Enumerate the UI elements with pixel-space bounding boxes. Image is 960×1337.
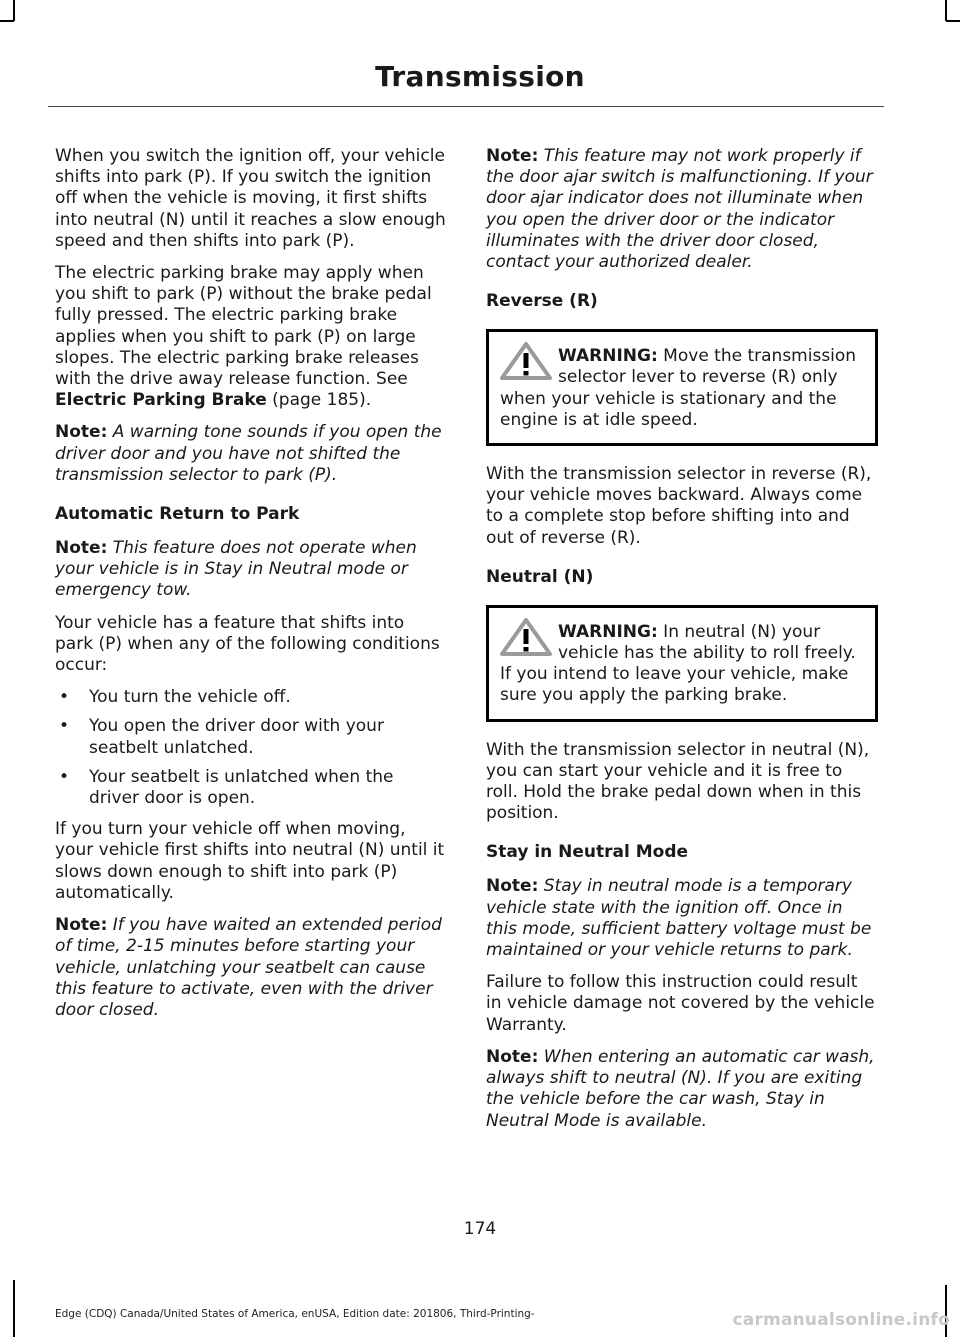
header-divider bbox=[48, 106, 884, 107]
heading-automatic-return-to-park: Automatic Return to Park bbox=[55, 504, 300, 525]
heading-stay-in-neutral-mode: Stay in Neutral Mode bbox=[486, 842, 689, 863]
note-label: Note: bbox=[486, 1046, 539, 1067]
bullet: • bbox=[59, 716, 70, 737]
list-item bbox=[55, 687, 447, 708]
warning-triangle-icon bbox=[500, 618, 552, 656]
right-column bbox=[486, 146, 878, 1143]
warning-box-neutral bbox=[486, 605, 878, 722]
page-title: Transmission bbox=[375, 60, 585, 93]
list-item bbox=[55, 767, 447, 809]
note-car-wash bbox=[486, 1047, 878, 1132]
list-item bbox=[55, 716, 447, 758]
note-stay-in-neutral bbox=[55, 538, 447, 602]
warning-label: WARNING: bbox=[558, 346, 658, 367]
bullet: • bbox=[59, 687, 70, 708]
page-number: 174 bbox=[463, 1219, 497, 1239]
note-stay-in-neutral-temporary bbox=[486, 876, 878, 961]
crop-mark-top-right-vertical bbox=[945, 0, 947, 21]
warning-triangle-icon bbox=[500, 342, 552, 380]
note-warning-tone bbox=[55, 422, 447, 486]
warning-box-reverse bbox=[486, 329, 878, 446]
note-text: When entering an automatic car wash, always shift to neutral (N). If you are exiting the vehicle before the car wash, Stay in Neutral Mode is available. bbox=[486, 1046, 875, 1131]
bullet: • bbox=[59, 766, 70, 787]
left-column bbox=[55, 146, 447, 1032]
warning-label: WARNING: bbox=[558, 621, 658, 642]
paragraph-feature-conditions: Your vehicle has a feature that shifts into park (P) when any of the following conditions occur: bbox=[55, 612, 440, 676]
note-extended-period bbox=[55, 915, 447, 1021]
paragraph-ignition-off: When you switch the ignition off, your vehicle shifts into park (P). If you switch the ignition off when the vehicle is moving, it first shifts into neutral (N) until it reaches a slow enough speed and then shifts into park (P). bbox=[55, 146, 446, 251]
note-text: A warning tone sounds if you open the driver door and you have not shifted the transmission selector to park (P). bbox=[55, 422, 442, 485]
list-item-text: You turn the vehicle off. bbox=[89, 687, 291, 708]
note-label: Note: bbox=[55, 915, 108, 936]
crop-mark-bottom-left bbox=[13, 1280, 15, 1337]
paragraph-text: The electric parking brake may apply when you shift to park (P) without the brake pedal fully pressed. The electric parking brake applies when you shift to park (P) on large slopes. The electric parking brake releases with the drive away release function. See bbox=[55, 263, 432, 390]
note-text: Stay in neutral mode is a temporary vehicle state with the ignition off. Once in this mode, sufficient battery voltage must be maintained or your vehicle returns to park. bbox=[486, 876, 872, 961]
list-item-text: Your seatbelt is unlatched when the driver door is open. bbox=[89, 766, 394, 809]
crop-mark-top-right bbox=[946, 20, 960, 22]
heading-neutral: Neutral (N) bbox=[486, 566, 594, 587]
watermark: carmanualsonline.info bbox=[732, 1310, 950, 1330]
note-text: If you have waited an extended period of time, 2-15 minutes before starting your vehicle, unlatching your seatbelt can cause this feature to activate, even with the driver door closed. bbox=[55, 915, 442, 1020]
note-text: This feature may not work properly if the door ajar switch is malfunctioning. If your door ajar indicator does not illuminate when you open the driver door or the indicator illuminates with the driver door closed, contact your authorized dealer. bbox=[486, 146, 873, 273]
paragraph-failure-warranty: Failure to follow this instruction could result in vehicle damage not covered by the vehicle Warranty. bbox=[486, 972, 875, 1035]
warning-text: Move the transmission selector lever to reverse (R) only when your vehicle is stationary and the engine is at idle speed. bbox=[500, 346, 857, 430]
edition-footer: Edge (CDQ) Canada/United States of America, enUSA, Edition date: 201806, Third-Printing- bbox=[55, 1308, 535, 1320]
page-reference: (page 185). bbox=[266, 390, 372, 411]
note-text: This feature does not operate when your vehicle is in Stay in Neutral mode or emergency tow. bbox=[55, 538, 417, 601]
paragraph-electric-parking-brake bbox=[55, 263, 447, 411]
list-item-text: You open the driver door with your seatbelt unlatched. bbox=[89, 716, 384, 758]
note-label: Note: bbox=[486, 146, 539, 166]
paragraph-turn-off-moving: If you turn your vehicle off when moving, your vehicle first shifts into neutral (N) until it slows down enough to shift into park (P) automatically. bbox=[55, 819, 445, 903]
note-label: Note: bbox=[486, 876, 539, 897]
warning-text: In neutral (N) your vehicle has the ability to roll freely. If you intend to leave your vehicle, make sure you apply the parking brake. bbox=[500, 621, 856, 706]
note-label: Note: bbox=[55, 538, 108, 559]
note-label: Note: bbox=[55, 422, 108, 443]
conditions-list bbox=[55, 687, 447, 809]
note-door-ajar bbox=[486, 146, 878, 273]
crop-mark-top-left bbox=[0, 20, 14, 22]
heading-reverse: Reverse (R) bbox=[486, 291, 598, 312]
crop-mark-top-left-vertical bbox=[13, 0, 15, 21]
paragraph-reverse: With the transmission selector in reverse (R), your vehicle moves backward. Always come to a complete stop before shifting into and out of reverse (R). bbox=[486, 464, 872, 548]
electric-parking-brake-link[interactable]: Electric Parking Brake bbox=[55, 390, 267, 411]
paragraph-neutral: With the transmission selector in neutral (N), you can start your vehicle and it is free to roll. Hold the brake pedal down when in this position. bbox=[486, 739, 870, 824]
